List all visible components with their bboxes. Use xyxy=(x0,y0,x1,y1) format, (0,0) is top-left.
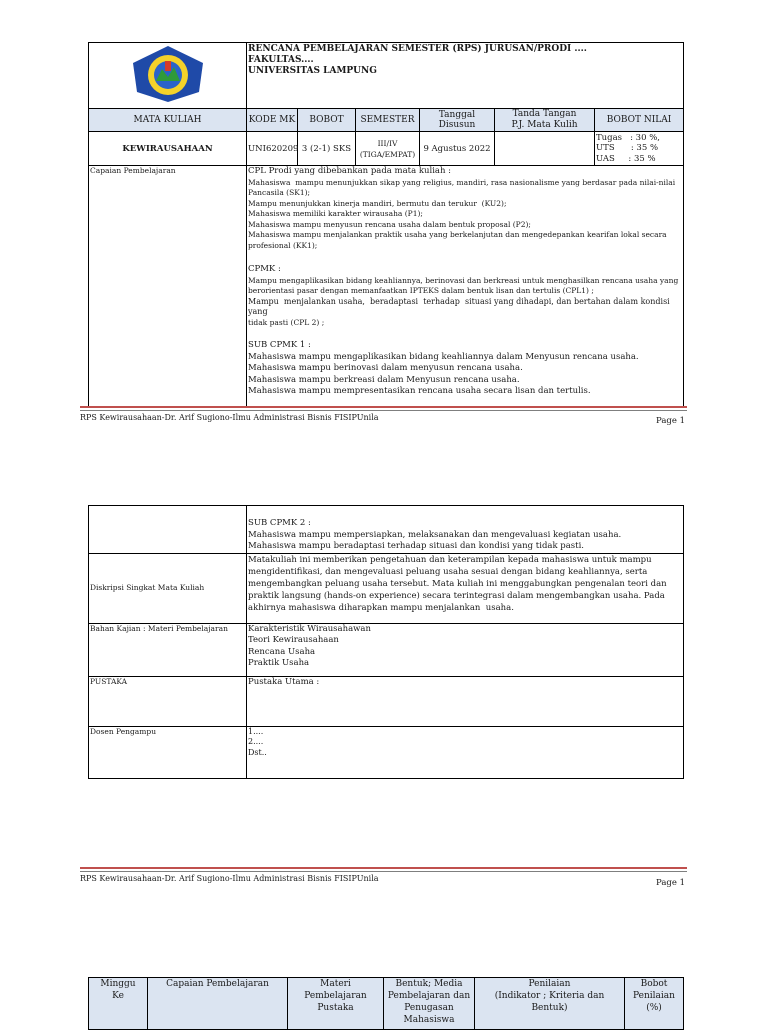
head-text: Ke xyxy=(112,991,124,1001)
col-ttd-line-2: P.J. Mata Kulih xyxy=(511,120,578,130)
rps-title-line-2: FAKULTAS.... xyxy=(248,55,314,65)
cpmk-item: Mampu menjalankan usaha, beradaptasi terhadap situasi yang dihadapi, dan bertahan dalam kondisi yang xyxy=(248,296,673,316)
bahan-kajian-label: Bahan Kajian : Materi Pembelajaran xyxy=(89,623,247,676)
col-bobot-nilai: BOBOT NILAI xyxy=(595,109,684,132)
sub-cpmk-1-title: SUB CPMK 1 : xyxy=(248,340,311,350)
cpl-list xyxy=(248,178,682,252)
course-name: KEWIRAUSAHAAN xyxy=(89,132,247,166)
capaian-label: Capaian Pembelajaran xyxy=(89,166,247,406)
deskripsi-content xyxy=(247,553,684,623)
sub-cpmk-2-item: Mahasiswa mampu beradaptasi terhadap situasi dan kondisi yang tidak pasti. xyxy=(248,541,585,551)
deskripsi-line: praktik langsung (hands-on experience) secara terintegrasi dalam mengembangkan usaha. Pada xyxy=(248,590,665,601)
pustaka-row xyxy=(89,676,684,726)
deskripsi-line: mengidentifikasi, dan mengevaluasi peluang usaha sesuai dengan bidang keahliannya, serta xyxy=(248,566,648,577)
head-text: Materi Pembelajaran xyxy=(304,979,367,1001)
weekly-header-row xyxy=(89,978,684,1030)
head-text: Penugasan xyxy=(404,1003,454,1013)
cpl-item: Mahasiswa mampu menunjukkan sikap yang religius, mandiri, rasa nasionalisme yang berdasar pada nilai-nilai xyxy=(248,177,676,187)
sub-cpmk-2-label xyxy=(89,506,247,554)
rps-title-line-3: UNIVERSITAS LAMPUNG xyxy=(248,66,377,76)
pustaka-content: Pustaka Utama : xyxy=(247,676,684,726)
course-semester xyxy=(356,132,420,166)
capaian-content xyxy=(247,166,684,406)
sub-cpmk-2-row xyxy=(89,506,684,554)
cpl-item: Mahasiswa mampu menjalankan praktik usaha yang berkelanjutan dan mengedepankan kearifan lokal secara xyxy=(248,230,667,239)
head-capaian xyxy=(148,978,288,1030)
footer-rule xyxy=(80,410,687,411)
head-text: Penilaian xyxy=(633,991,675,1001)
rps-header-table xyxy=(88,42,684,406)
weight-tugas: Tugas : 30 %, xyxy=(596,132,660,143)
bahan-kajian-row xyxy=(89,623,684,676)
cpmk-list xyxy=(248,276,682,329)
dosen-label: Dosen Pengampu xyxy=(89,726,247,778)
weight-uas: UAS : 35 % xyxy=(596,153,656,164)
cpl-item: Mahasiswa mampu menyusun rencana usaha dalam bentuk proposal (P2); xyxy=(248,219,531,229)
signature-cell xyxy=(495,132,595,166)
bahan-item: Teori Kewirausahaan xyxy=(248,635,339,645)
course-code: UNI620209 xyxy=(247,132,298,166)
deskripsi-line: mengembangkan peluang usaha tersebut. Mata kuliah ini menggabungkan pengenalan teori dan xyxy=(248,578,667,589)
col-bobot: BOBOT xyxy=(298,109,356,132)
footer-rule xyxy=(80,867,687,869)
head-text: Capaian Pembelajaran xyxy=(166,979,269,989)
rps-title-line-1: RENCANA PEMBELAJARAN SEMESTER (RPS) JURUSAN/PRODI .... xyxy=(248,44,587,54)
weight-uts: UTS : 35 % xyxy=(596,143,659,154)
head-text: Penilaian xyxy=(528,979,571,989)
footer-rule xyxy=(80,406,687,408)
cpl-item: Pancasila (SK1); xyxy=(248,188,311,197)
footer-rule xyxy=(80,871,687,872)
cpl-title: CPL Prodi yang dibebankan pada mata kuliah : xyxy=(248,166,452,176)
cpmk-item: tidak pasti (CPL 2) ; xyxy=(248,317,325,327)
sub-cpmk-2-item: Mahasiswa mampu mempersiapkan, melaksanakan dan mengevaluasi kegiatan usaha. xyxy=(248,529,622,540)
col-semester: SEMESTER xyxy=(356,109,420,132)
grade-weights xyxy=(595,132,684,166)
head-text: Mahasiswa xyxy=(403,1015,455,1025)
university-logo xyxy=(127,45,209,103)
sub-cpmk-2-title: SUB CPMK 2 : xyxy=(248,518,311,528)
sub-cpmk-1-item: Mahasiswa mampu berkreasi dalam Menyusun rencana usaha. xyxy=(248,374,520,385)
course-sks: 3 (2-1) SKS xyxy=(298,132,356,166)
head-text: Pembelajaran dan xyxy=(387,991,471,1001)
sub-cpmk-1-list xyxy=(248,352,682,398)
sub-cpmk-2-content xyxy=(247,506,684,554)
page-number: Page 1 xyxy=(656,878,685,888)
deskripsi-line: Matakuliah ini memberikan pengetahuan dan keterampilan kepada mahasiswa untuk mampu xyxy=(248,554,652,565)
col-ttd-line-1: Tanda Tangan xyxy=(512,109,577,119)
rps-continued-table xyxy=(88,505,684,779)
col-mata-kuliah: MATA KULIAH xyxy=(89,109,247,132)
bahan-item: Rencana Usaha xyxy=(248,646,316,657)
deskripsi-label: Diskripsi Singkat Mata Kuliah xyxy=(89,553,247,623)
cpl-item: Mahasiswa memiliki karakter wirausaha (P1); xyxy=(248,209,423,218)
sub-cpmk-1-item: Mahasiswa mampu mengaplikasikan bidang keahliannya dalam Menyusun rencana usaha. xyxy=(248,351,639,362)
footer-text: RPS Kewirausahaan-Dr. Arif Sugiono-Ilmu Administrasi Bisnis FISIPUnila xyxy=(80,874,379,883)
semester-line-2: (TIGA/EMPAT) xyxy=(359,149,416,159)
head-text: Bentuk; Media xyxy=(395,979,463,989)
head-bentuk xyxy=(384,978,475,1030)
dosen-item: 1.... xyxy=(248,726,264,736)
head-text: Pustaka xyxy=(317,1003,354,1013)
course-row xyxy=(89,132,684,166)
sub-cpmk-1-item: Mahasiswa mampu mempresentasikan rencana usaha secara lisan dan tertulis. xyxy=(248,386,591,396)
course-date: 9 Agustus 2022 xyxy=(420,132,495,166)
column-header-row xyxy=(89,109,684,132)
cpmk-title: CPMK : xyxy=(248,264,281,274)
cpl-item: Mampu menunjukkan kinerja mandiri, bermutu dan terukur (KU2); xyxy=(248,198,507,208)
deskripsi-line: akhirnya mahasiswa diharapkan mampu menjalankan usaha. xyxy=(248,602,514,613)
capaian-row xyxy=(89,166,684,406)
dosen-row xyxy=(89,726,684,778)
page-number: Page 1 xyxy=(656,416,685,426)
cpl-item: profesional (KK1); xyxy=(248,240,318,250)
col-tanda-tangan xyxy=(495,109,595,132)
head-bobot xyxy=(625,978,684,1030)
pustaka-label: PUSTAKA xyxy=(89,676,247,726)
sub-cpmk-1-item: Mahasiswa mampu berinovasi dalam menyusun rencana usaha. xyxy=(248,363,523,373)
col-tanggal: Tanggal Disusun xyxy=(420,109,495,132)
head-materi xyxy=(288,978,384,1030)
col-kode-mk: KODE MK xyxy=(247,109,298,132)
semester-line-1: III/IV xyxy=(377,138,398,148)
weekly-plan-table xyxy=(88,977,684,1030)
dosen-item: Dst.. xyxy=(248,747,267,757)
head-text: (%) xyxy=(646,1003,662,1013)
cpmk-item: berorientasi pasar dengan memanfaatkan IPTEKS dalam bentuk lisan dan tertulis (CPL1) ; xyxy=(248,286,594,295)
head-text: Minggu xyxy=(100,979,136,989)
footer-text: RPS Kewirausahaan-Dr. Arif Sugiono-Ilmu Administrasi Bisnis FISIPUnila xyxy=(80,413,379,422)
bahan-kajian-content xyxy=(247,623,684,676)
dosen-item: 2.... xyxy=(248,737,264,746)
rps-title-cell xyxy=(247,43,684,109)
head-minggu xyxy=(89,978,148,1030)
head-penilaian xyxy=(475,978,625,1030)
head-text: Bobot xyxy=(640,979,668,989)
bahan-item: Karakteristik Wirausahawan xyxy=(248,623,371,634)
head-text: (Indikator ; Kriteria dan Bentuk) xyxy=(494,991,608,1013)
dosen-content xyxy=(247,726,684,778)
cpmk-item: Mampu mengaplikasikan bidang keahliannya, berinovasi dan berkreasi untuk menghasilkan rencana usaha yang xyxy=(248,275,679,285)
deskripsi-row xyxy=(89,553,684,623)
logo-cell xyxy=(89,43,247,109)
bahan-item: Praktik Usaha xyxy=(248,658,310,668)
